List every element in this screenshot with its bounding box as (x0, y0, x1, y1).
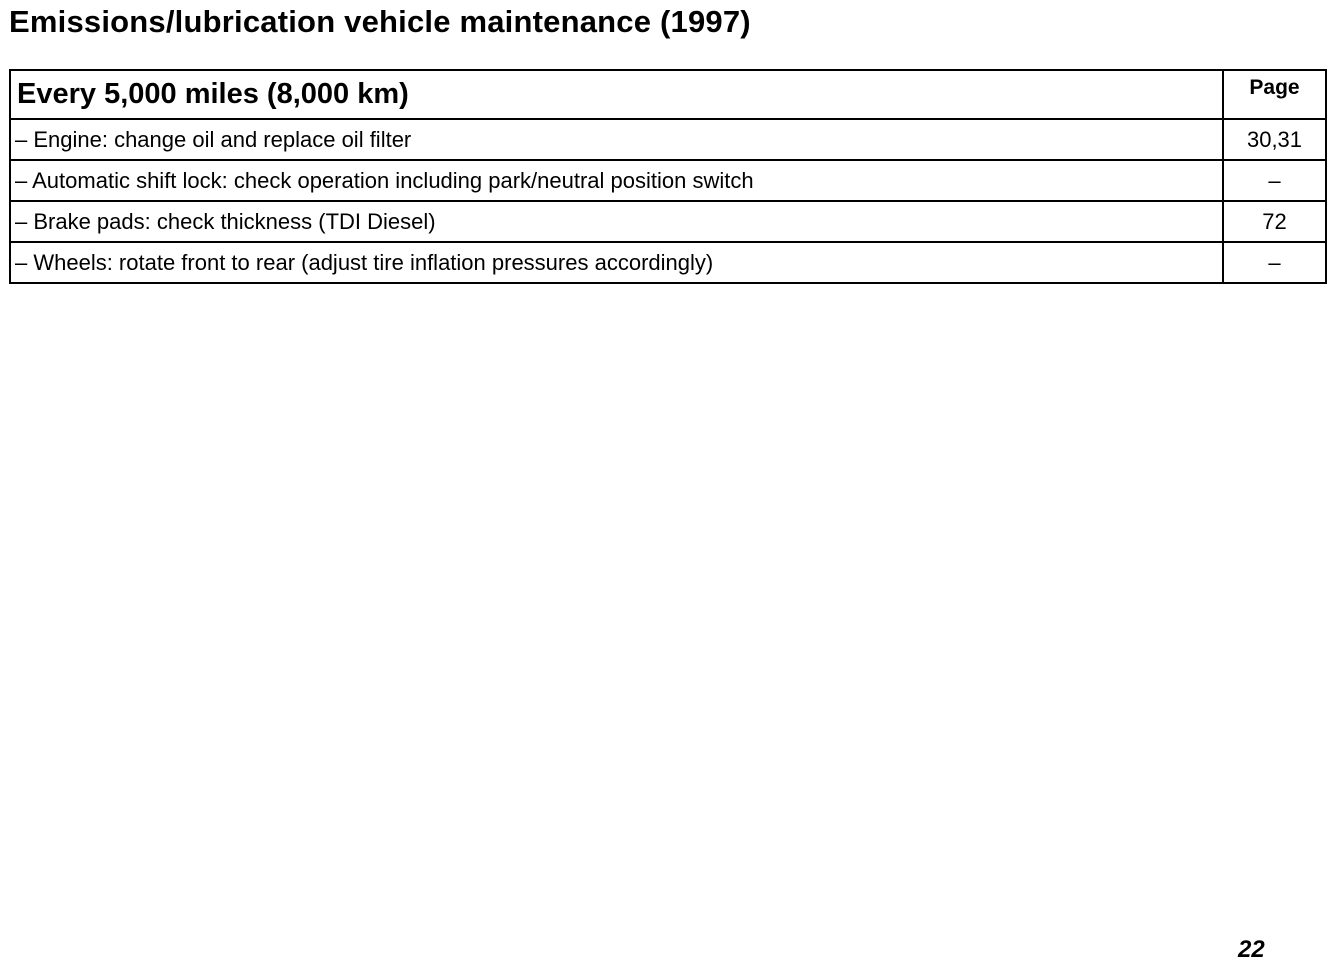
table-header-row (10, 70, 1326, 119)
page-title: Emissions/lubrication vehicle maintenance (1997) (9, 4, 751, 39)
table-row (10, 160, 1326, 201)
maintenance-schedule-table (9, 69, 1327, 284)
page-reference-cell: 72 (1223, 201, 1326, 242)
table-row (10, 201, 1326, 242)
page-reference-cell: – (1223, 160, 1326, 201)
task-cell: – Brake pads: check thickness (TDI Diesel) (10, 201, 1223, 242)
task-cell: – Engine: change oil and replace oil filter (10, 119, 1223, 160)
task-cell: – Wheels: rotate front to rear (adjust tire inflation pressures accordingly) (10, 242, 1223, 283)
page-reference-cell: – (1223, 242, 1326, 283)
page-column-heading: Page (1223, 70, 1326, 119)
page-number: 22 (1238, 936, 1265, 963)
table-row (10, 242, 1326, 283)
interval-heading: Every 5,000 miles (8,000 km) (10, 70, 1223, 119)
table-row (10, 119, 1326, 160)
page-reference-cell: 30,31 (1223, 119, 1326, 160)
task-cell: – Automatic shift lock: check operation including park/neutral position switch (10, 160, 1223, 201)
